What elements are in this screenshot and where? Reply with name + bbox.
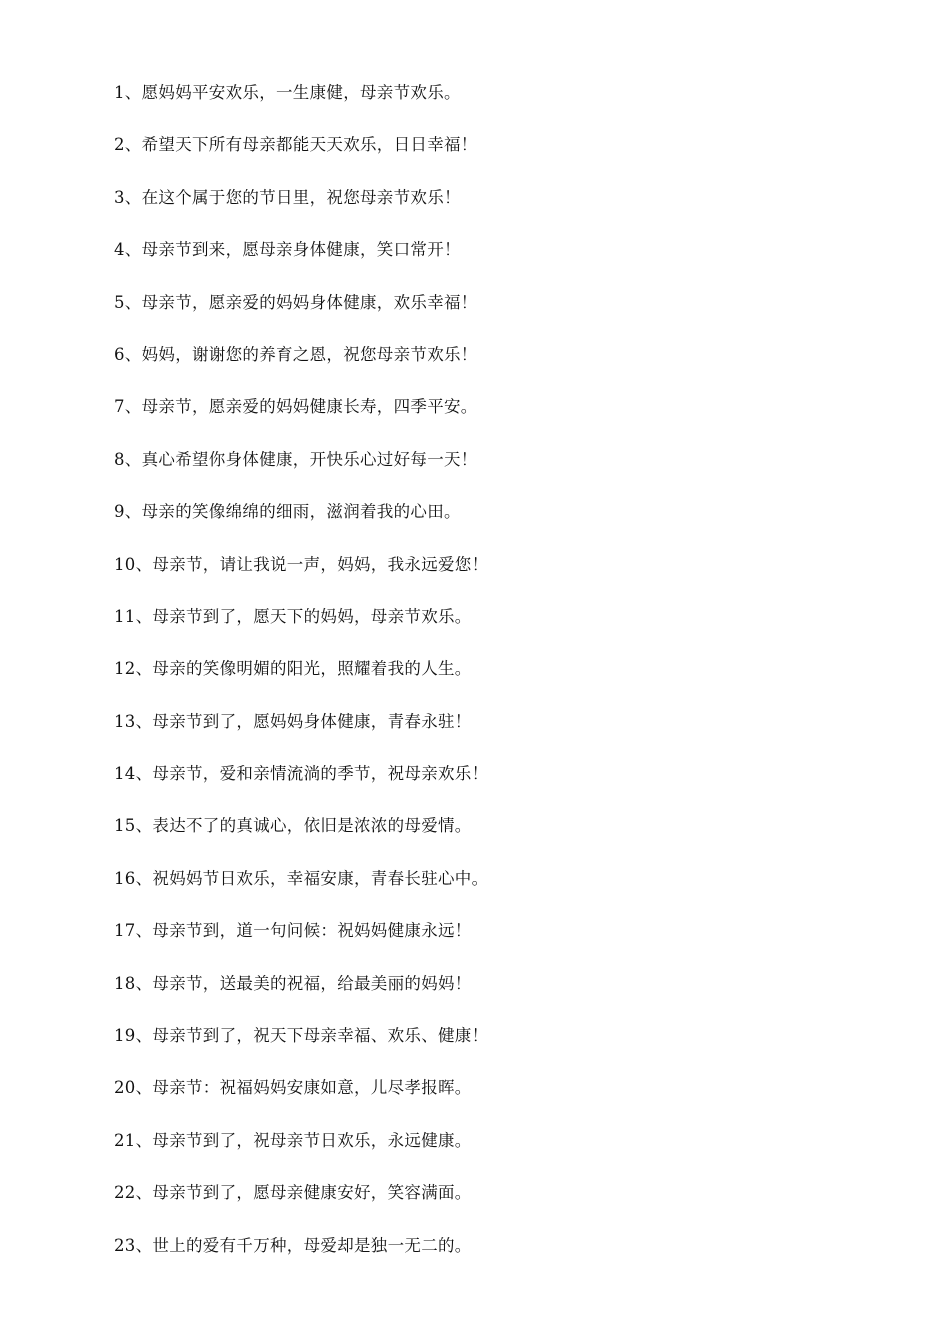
list-item: 19、母亲节到了，祝天下母亲幸福、欢乐、健康！ [114,1026,489,1046]
list-item: 7、母亲节，愿亲爱的妈妈健康长寿，四季平安。 [114,397,478,417]
list-item: 13、母亲节到了，愿妈妈身体健康，青春永驻！ [114,711,472,731]
list-item: 2、希望天下所有母亲都能天天欢乐，日日幸福！ [114,135,478,155]
list-item: 22、母亲节到了，愿母亲健康安好，笑容满面。 [114,1183,472,1203]
list-item: 3、在这个属于您的节日里，祝您母亲节欢乐！ [114,187,461,207]
list-item: 5、母亲节，愿亲爱的妈妈身体健康，欢乐幸福！ [114,292,478,312]
list-item: 12、母亲的笑像明媚的阳光，照耀着我的人生。 [114,659,472,679]
list-item: 21、母亲节到了，祝母亲节日欢乐，永远健康。 [114,1130,472,1150]
list-item: 6、妈妈，谢谢您的养育之恩，祝您母亲节欢乐！ [114,344,478,364]
list-item: 17、母亲节到，道一句问候：祝妈妈健康永远！ [114,921,472,941]
list-item: 18、母亲节，送最美的祝福，给最美丽的妈妈！ [114,973,472,993]
list-item: 14、母亲节，爱和亲情流淌的季节，祝母亲欢乐！ [114,764,489,784]
list-item: 15、表达不了的真诚心，依旧是浓浓的母爱情。 [114,816,472,836]
list-item: 16、祝妈妈节日欢乐，幸福安康，青春长驻心中。 [114,868,489,888]
list-item: 23、世上的爱有千万种，母爱却是独一无二的。 [114,1235,472,1255]
list-item: 4、母亲节到来，愿母亲身体健康，笑口常开！ [114,240,461,260]
wish-list [114,80,488,1285]
list-item: 1、愿妈妈平安欢乐，一生康健，母亲节欢乐。 [114,83,461,102]
list-item: 9、母亲的笑像绵绵的细雨，滋润着我的心田。 [114,502,461,522]
list-item: 8、真心希望你身体健康，开快乐心过好每一天！ [114,449,478,469]
list-item: 10、母亲节，请让我说一声，妈妈，我永远爱您！ [114,554,489,574]
list-item: 20、母亲节：祝福妈妈安康如意，儿尽孝报晖。 [114,1078,472,1098]
list-item: 11、母亲节到了，愿天下的妈妈，母亲节欢乐。 [114,606,472,626]
